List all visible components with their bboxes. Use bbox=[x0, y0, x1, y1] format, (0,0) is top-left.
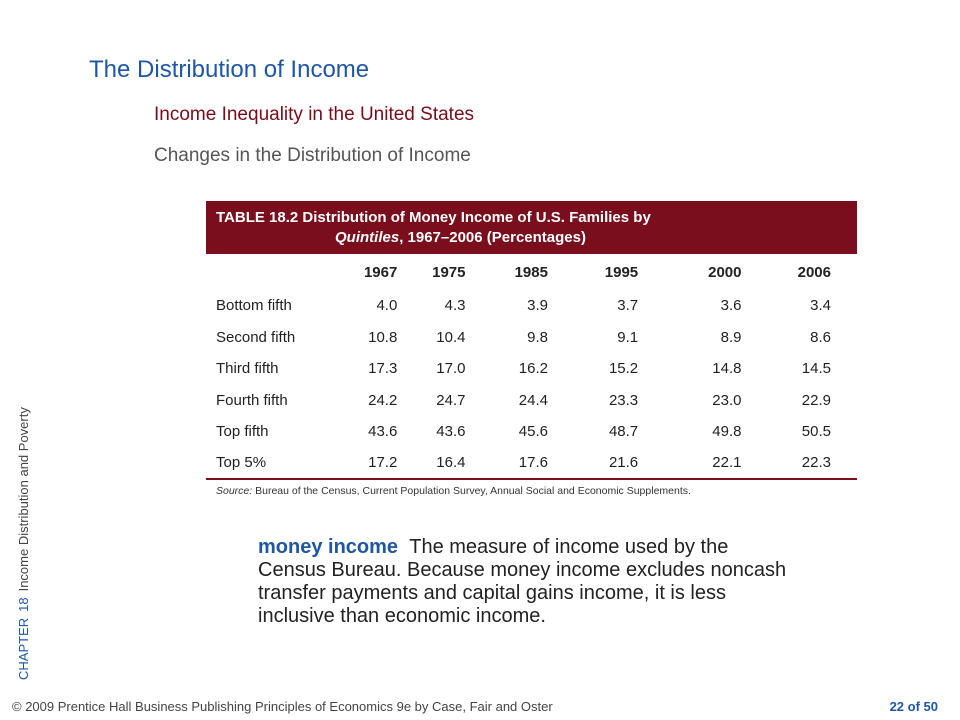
row-label: Top fifth bbox=[216, 423, 269, 441]
cell-value: 22.1 bbox=[638, 448, 741, 479]
cell-value: 48.7 bbox=[608, 423, 639, 441]
cell-value: 43.6 bbox=[368, 423, 398, 441]
table-row bbox=[206, 385, 857, 417]
table-caption-line2 bbox=[216, 228, 847, 248]
chapter-topic: Income Distribution and Poverty bbox=[16, 407, 31, 592]
cell-value: 24.2 bbox=[368, 391, 398, 409]
table-row bbox=[206, 448, 857, 479]
footer-copyright: © 2009 Prentice Hall Business Publishing Principles of Economics 9e by Case, Fair and Oster bbox=[12, 699, 553, 714]
cell-value: 4.3 bbox=[444, 297, 466, 315]
chapter-number: 18 bbox=[16, 597, 31, 612]
cell-value: 17.0 bbox=[436, 360, 466, 378]
cell-value: 8.9 bbox=[720, 328, 742, 346]
table-caption-rest: , 1967–2006 (Percentages) bbox=[399, 229, 586, 246]
table-caption-line1: TABLE 18.2 Distribution of Money Income of U.S. Families by bbox=[216, 209, 651, 226]
header-year: 1975 bbox=[432, 263, 466, 281]
chapter-word: CHAPTER bbox=[16, 617, 31, 680]
slide-subtitle-primary: Income Inequality in the United States bbox=[154, 104, 475, 125]
cell-value: 3.9 bbox=[527, 297, 548, 315]
data-table bbox=[206, 254, 857, 480]
table-row bbox=[206, 290, 857, 322]
cell-value: 14.5 bbox=[801, 360, 831, 378]
cell-value: 17.6 bbox=[466, 448, 548, 479]
cell-value: 23.3 bbox=[608, 391, 639, 409]
definition-block bbox=[258, 536, 798, 628]
cell-value: 22.3 bbox=[742, 448, 858, 479]
table-row bbox=[206, 416, 857, 448]
header-year: 2006 bbox=[797, 263, 831, 281]
cell-value: 16.2 bbox=[518, 360, 548, 378]
income-table bbox=[206, 201, 857, 497]
row-label: Bottom fifth bbox=[216, 297, 292, 315]
table-row bbox=[206, 353, 857, 385]
row-label: Second fifth bbox=[216, 328, 296, 346]
cell-value: 8.6 bbox=[810, 328, 831, 346]
cell-value: 10.4 bbox=[436, 328, 466, 346]
table-caption bbox=[206, 201, 857, 254]
slide-title: The Distribution of Income bbox=[89, 56, 370, 83]
table-source-note bbox=[206, 485, 857, 497]
row-label: Fourth fifth bbox=[216, 391, 288, 409]
cell-value: 3.6 bbox=[720, 297, 742, 315]
cell-value: 3.7 bbox=[617, 297, 639, 315]
definition-term: money income bbox=[258, 536, 399, 558]
cell-value: 15.2 bbox=[608, 360, 639, 378]
row-label: Top 5% bbox=[206, 448, 336, 479]
cell-value: 16.4 bbox=[397, 448, 465, 479]
cell-value: 9.8 bbox=[527, 328, 548, 346]
header-year: 1995 bbox=[604, 263, 639, 281]
slide-subtitle-secondary: Changes in the Distribution of Income bbox=[154, 145, 471, 166]
header-year: 2000 bbox=[708, 263, 742, 281]
cell-value: 17.3 bbox=[368, 360, 398, 378]
table-row bbox=[206, 322, 857, 354]
cell-value: 43.6 bbox=[436, 423, 466, 441]
row-label: Third fifth bbox=[216, 360, 279, 378]
page-number: 22 of 50 bbox=[889, 699, 938, 714]
cell-value: 10.8 bbox=[368, 328, 398, 346]
definition-text: The measure of income used by the Census Bureau. Because money income excludes noncash transfer payments and capital gains income, it is less inclusive than economic income. bbox=[258, 536, 787, 627]
header-year: 1985 bbox=[514, 263, 548, 281]
header-row bbox=[206, 254, 857, 290]
source-label: Source: bbox=[216, 484, 253, 497]
chapter-side-label bbox=[16, 407, 31, 680]
cell-value: 24.7 bbox=[436, 391, 466, 409]
cell-value: 49.8 bbox=[712, 423, 742, 441]
cell-value: 24.4 bbox=[518, 391, 548, 409]
header-year: 1967 bbox=[363, 263, 398, 281]
cell-value: 23.0 bbox=[712, 391, 742, 409]
cell-value: 50.5 bbox=[801, 423, 831, 441]
cell-value: 45.6 bbox=[518, 423, 548, 441]
cell-value: 14.8 bbox=[712, 360, 742, 378]
cell-value: 9.1 bbox=[617, 328, 639, 346]
table-caption-italic: Quintiles bbox=[335, 229, 400, 246]
cell-value: 22.9 bbox=[801, 391, 831, 409]
cell-value: 17.2 bbox=[336, 448, 398, 479]
cell-value: 3.4 bbox=[810, 297, 831, 315]
header-blank bbox=[206, 254, 336, 290]
source-text: Bureau of the Census, Current Population Survey, Annual Social and Economic Supplements. bbox=[252, 484, 691, 497]
cell-value: 21.6 bbox=[548, 448, 638, 479]
cell-value: 4.0 bbox=[376, 297, 398, 315]
